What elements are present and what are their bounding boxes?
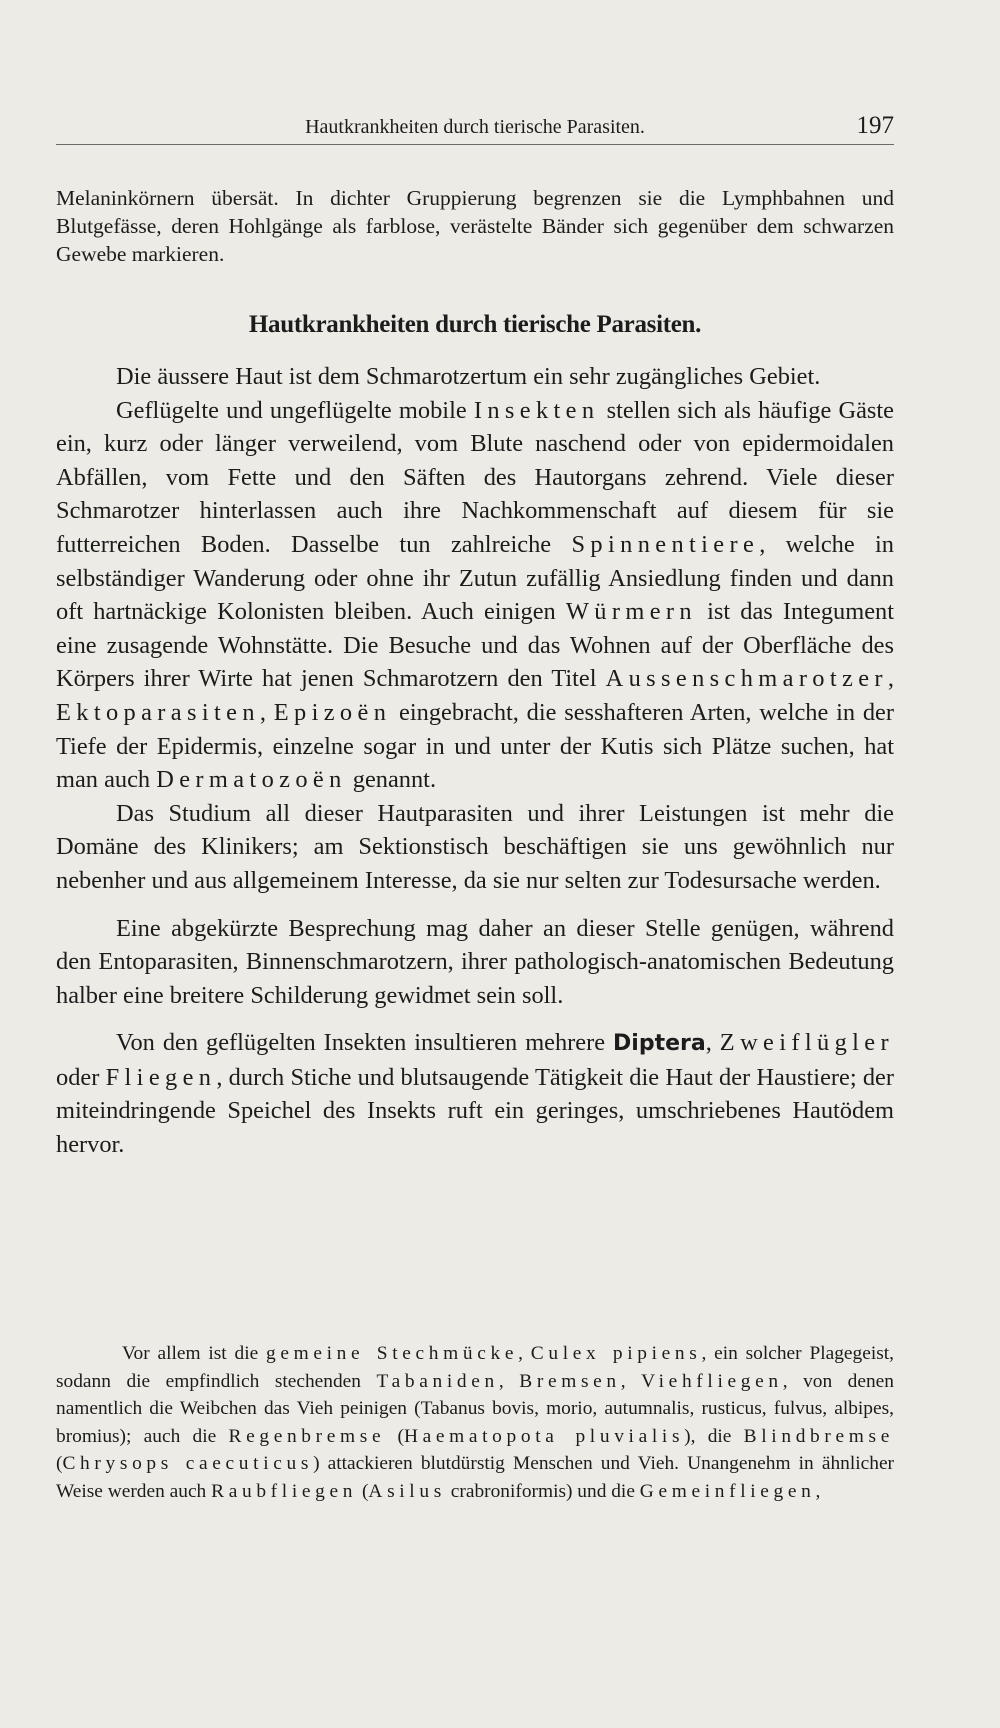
text-run: ) attackieren blutdürstig Menschen und Vieh. Unangenehm in ähnlicher Weise werden auch xyxy=(56,1453,895,1502)
spaced-term-tabaniden: Tabaniden xyxy=(376,1370,499,1392)
text-run: , xyxy=(887,665,894,693)
text-run: Geflügelte und ungeflügelte mobile xyxy=(116,396,474,424)
text-run: , von denen namentlich die Weibchen das Vieh peinigen (Tabanus bovis, morio, autumnalis, rusticus, fulvus, albipes, bromius); auch die xyxy=(56,1370,894,1447)
spaced-term-haematopota-pluvialis: Haematopota pluvialis xyxy=(403,1425,685,1447)
text-run: ( xyxy=(385,1425,404,1447)
section-heading: Hautkrankheiten durch tierische Parasiten. xyxy=(248,311,702,338)
text-run: crabroniformis) und die xyxy=(445,1480,640,1502)
text-run: ), die xyxy=(684,1425,744,1447)
paragraph-1: Die äussere Haut ist dem Schmarotzertum ein sehr zugängliches Gebiet. xyxy=(116,363,821,390)
page-number: 197 xyxy=(856,112,894,139)
spaced-term-stechmuecke: gemeine Stechmücke xyxy=(266,1343,519,1364)
spaced-term-viehfliegen: Viehfliegen xyxy=(641,1370,783,1392)
spaced-term-regenbremse: Regenbremse xyxy=(228,1425,386,1447)
paragraph-3: Das Studium all dieser Hautparasiten und ihrer Leistungen ist mehr die Domäne des Klinikers; am Sektionstisch beschäftigen sie uns gewöhnlich nur nebenher und aus allgemeinem Interesse, da sie nur selten zur Todesursache werden. xyxy=(56,799,894,894)
intro-paragraph-block xyxy=(56,184,894,268)
text-run: , welche in selbständiger Wanderung oder ohne ihr Zutun zufällig Ansiedlung finden und dann oft hartnäckige Kolonisten bleiben. Auch einigen xyxy=(56,530,895,626)
text-run: , xyxy=(620,1370,642,1392)
text-run: Vor allem ist die xyxy=(122,1343,267,1364)
text-run: , xyxy=(705,1029,720,1057)
text-run: , xyxy=(815,1480,821,1502)
text-run: , xyxy=(498,1370,520,1392)
text-run: eingebracht, die sesshafteren Arten, welche in der Tiefe der Epidermis, einzelne sogar in und unter der Kutis sich Plätze suchen, hat man auch xyxy=(56,698,894,794)
spaced-term-blindbremse: Blindbremse xyxy=(743,1425,894,1447)
spaced-term-asilus: Asilus xyxy=(368,1480,446,1502)
text-run: ist das Integument eine zusagende Wohnstätte. Die Besuche und das Wohnen auf der Oberfläche des Körpers ihrer Wirte hat jenen Schmarotzern den Titel xyxy=(56,598,894,693)
text-run: oder xyxy=(56,1063,106,1091)
body-text xyxy=(56,360,894,1162)
small-paragraph xyxy=(56,1340,894,1506)
text-run: ( xyxy=(56,1453,63,1475)
paragraph-2 xyxy=(56,394,894,797)
spaced-term-spinnentiere: Spinnentiere xyxy=(571,530,760,558)
spaced-term-dermatozoen: Dermatozoën xyxy=(156,766,347,794)
paragraph-4: Eine abgekürzte Besprechung mag daher an dieser Stelle genügen, während den Entoparasiten, Binnenschmarotzern, ihrer pathologisch-anatomischen Bedeutung halber eine breitere Schilderung gewidmet sein soll. xyxy=(56,914,894,1009)
intro-paragraph: Melaninkörnern übersät. In dichter Gruppierung begrenzen sie die Lymphbahnen und Blutgefässe, deren Hohlgänge als farblose, verästelte Bänder sich gegenüber dem schwarzen Gewebe markieren. xyxy=(56,186,894,266)
text-run: genannt. xyxy=(346,766,437,794)
spaced-term-insekten: Insekten xyxy=(473,396,600,424)
spaced-term-raubfliegen: Raubfliegen xyxy=(211,1480,358,1502)
paragraph-5 xyxy=(56,1026,894,1161)
spaced-term-wuermern: Würmern xyxy=(565,598,697,626)
text-run: stellen sich als häufige Gäste ein, kurz oder länger verweilend, vom Blute naschend oder von epidermoidalen Abfällen, vom Fette und den Säften des Hautorgans zehrend. Viele dieser Schmarotzer hinterlassen auch ihre Nachkommenschaft auf diesem für sie futterreichen Boden. Dasselbe tun zahlreiche xyxy=(56,396,894,558)
spaced-term-fliegen: Fliegen xyxy=(105,1063,217,1091)
running-header xyxy=(56,112,894,145)
text-run: , xyxy=(518,1343,531,1364)
spaced-term-aussenschmarotzer: Aussenschmarotzer xyxy=(605,665,888,693)
running-title: Hautkrankheiten durch tierische Parasiten. xyxy=(305,116,645,138)
spaced-term-epizoen: Epizoën xyxy=(273,698,392,726)
text-run: Von den geflügelten Insekten insultieren mehrere xyxy=(116,1029,614,1057)
spaced-term-zweifluegler: Zweiflügler xyxy=(719,1029,894,1057)
spaced-term-gemeinfliegen: Gemeinfliegen xyxy=(639,1480,816,1502)
spaced-term-chrysops-caecuticus: Chrysops caecuticus xyxy=(62,1453,314,1475)
text-run: , ein solcher Plagegeist, sodann die empfindlich stechenden xyxy=(56,1343,894,1392)
spaced-term-culex-pipiens: Culex pipiens xyxy=(530,1343,702,1364)
bold-term-diptera: Diptera xyxy=(613,1031,706,1057)
small-print-block xyxy=(56,1340,894,1506)
spaced-term-ektoparasiten: Ektoparasiten xyxy=(56,698,260,726)
spaced-term-bremsen: Bremsen xyxy=(519,1370,621,1392)
text-run: ( xyxy=(357,1480,369,1502)
text-run: , durch Stiche und blutsaugende Tätigkeit die Haut der Haustiere; der miteindringende Speichel des Insekts ruft ein geringes, umschriebenes Hautödem hervor. xyxy=(56,1063,895,1159)
text-run: , xyxy=(259,698,274,726)
